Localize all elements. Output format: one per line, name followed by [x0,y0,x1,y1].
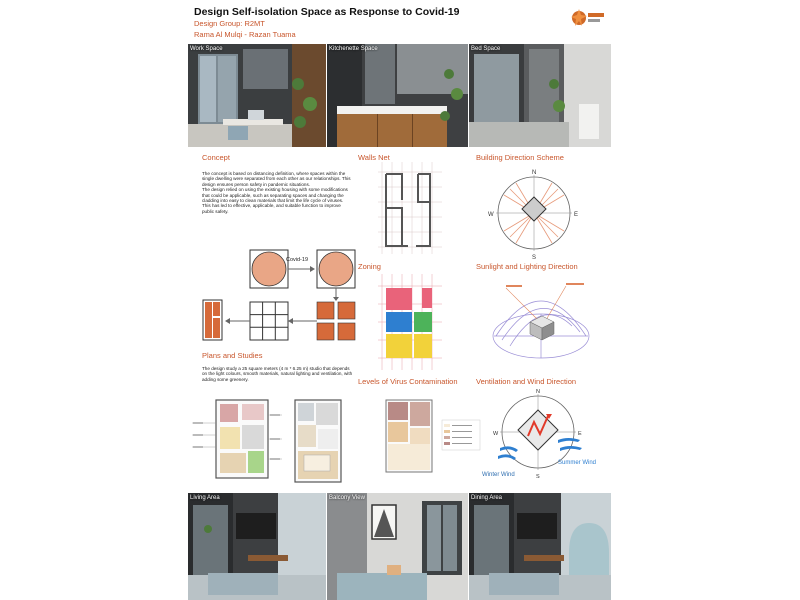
caption-dining-area: Dining Area [471,495,503,501]
plans-text: The design study a 25 square meters (4 m * 6.25 m) studio that depends on the light colours, smooth materials, natural lighting and ventilation, with adding some greenery. [202,366,353,382]
caption-bed-space: Bed Space [471,46,501,52]
covid-arrow-label: Covid-19 [286,257,309,263]
design-group: Design Group: R2MT [194,19,265,28]
logo-icon [569,6,605,32]
wind-title: Ventilation and Wind Direction [476,377,577,386]
sunlight-title: Sunlight and Lighting Direction [476,262,578,271]
virus-diagram [382,396,490,476]
caption-living-area: Living Area [190,495,220,501]
virus-zone-high [388,402,408,420]
zone-pink-small [422,288,432,308]
building-footprint [522,197,546,221]
virus-zone-lowest [388,444,430,470]
wind-compass-e: E [578,431,582,437]
walls-net-title: Walls Net [358,153,390,162]
concept-diagram [200,245,360,345]
bed-space-render [469,44,611,147]
dining-area-render [469,493,611,600]
concept-paragraph-1: The concept is based on distancing definition, where spaces within the single dwelling were separated from each other as our relationships. This design ensures person safety in pandemic situations. [202,171,351,187]
concept-paragraph-3: This has led to effective, applicable, and suitable function to improve public safety. [202,203,341,214]
virus-zone-med-high [410,402,430,426]
poster-title: Design Self-isolation Space as Response to Covid-19 [194,6,460,18]
zone-blue [386,312,412,332]
compass-s: S [532,255,537,261]
wind-diagram [476,386,600,482]
concept-result-plan [203,300,222,340]
virus-zone-low [410,428,430,444]
building-direction-title: Building Direction Scheme [476,153,564,162]
virus-legend [442,420,480,450]
poster [186,0,613,600]
photo-living-area [188,493,326,600]
photo-balcony-view [327,493,468,600]
plans-title: Plans and Studies [202,351,263,360]
concept-arrowhead-3 [288,318,293,324]
zoning-diagram [378,274,442,370]
sunlight-diagram [486,276,596,370]
floor-plan-1 [192,400,282,478]
wind-compass-n: N [536,389,540,395]
caption-balcony-view: Balcony View [329,495,365,501]
kitchenette-render [327,44,468,147]
balcony-view-render [327,493,468,600]
walls-net-diagram [378,162,442,254]
photo-bed-space [469,44,611,147]
photo-kitchenette [327,44,468,147]
virus-title: Levels of Virus Contamination [358,377,458,386]
photo-work-space [188,44,326,147]
caption-kitchenette: Kitchenette Space [329,46,378,52]
winter-wind-label: Winter Wind [482,472,515,478]
wind-compass-w: W [493,431,499,437]
concept-circle-1 [252,252,286,286]
concept-grid [250,302,288,340]
caption-work-space: Work Space [190,46,223,52]
concept-text [202,171,353,214]
zone-yellow-1 [386,334,412,358]
living-area-render [188,493,326,600]
compass-e: E [574,212,579,218]
summer-wind-label: Summer Wind [558,460,597,466]
concept-arrowhead-1 [310,266,315,272]
wind-compass-s: S [536,474,540,480]
concept-paragraph-2: The design relied on using the existing housing with some modifications that could be applicable, such as separating spaces and changing the cladding into easy to clean materials that limit the life cycle of viruses. [202,187,348,204]
zone-yellow-2 [414,334,432,358]
concept-split-box [317,302,355,340]
floor-plans [190,395,358,487]
concept-arrowhead-2 [333,297,339,301]
photo-dining-area [469,493,611,600]
zoning-title: Zoning [358,262,381,271]
zone-pink [386,288,412,310]
building-direction-diagram [486,165,582,261]
concept-arrowhead-4 [225,318,230,324]
concept-title: Concept [202,153,230,162]
floor-plan-2 [295,400,341,482]
work-space-render [188,44,326,147]
zone-green [414,312,432,332]
virus-zone-medium [388,422,408,442]
compass-n: N [532,170,537,176]
authors: Rama Al Mulqi - Razan Tuama [194,30,296,39]
concept-circle-2 [319,252,353,286]
compass-w: W [488,212,494,218]
